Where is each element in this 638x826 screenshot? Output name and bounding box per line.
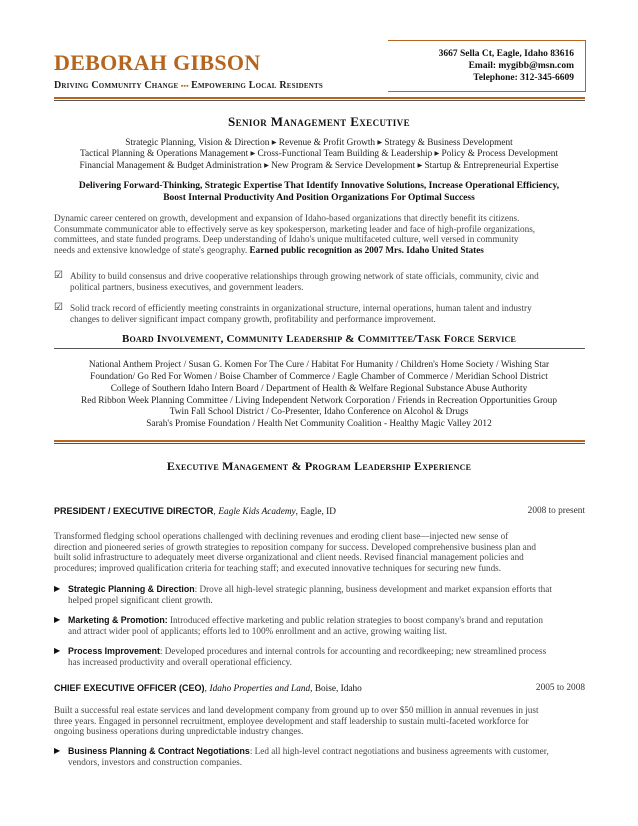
job-2-location: , Boise, Idaho <box>310 684 362 694</box>
job-1-bullet-2 <box>54 615 585 637</box>
profile-award: Earned public recognition as 2007 Mrs. Idaho United States <box>249 244 484 255</box>
job-2-title-line: CHIEF EXECUTIVE OFFICER (CEO), Idaho Properties and Land, Boise, Idaho <box>54 683 362 694</box>
check-item-1-line-2: political partners, business executives, and government leaders. <box>70 281 304 292</box>
job-2-title: CHIEF EXECUTIVE OFFICER (CEO) <box>54 683 205 693</box>
headline-line-1: Delivering Forward-Thinking, Strategic Expertise That Identify Innovative Solutions, Increase Operational Efficiency, <box>78 181 560 191</box>
job-1-summary-line-4: procedures; improved qualification criteria for teaching staff; and executed innovative techniques for securing new funds. <box>54 562 502 573</box>
job-1-location: , Eagle, ID <box>295 507 336 517</box>
job-1-bullet-3-label: Process Improvement <box>68 646 160 656</box>
job-1-bullet-1 <box>54 584 585 606</box>
profile-last: needs and extensive knowledge of state's geography. <box>54 244 248 255</box>
job-1-bullet-1-label: Strategic Planning & Direction <box>68 584 195 594</box>
job-2-summary-line-1: Built a successful real estate services and land development company from ground up to over $50 million in annual revenues in just <box>54 705 539 715</box>
job-1-summary-line-3: built solid infrastructure to adequately meet diverse organizational and client needs. Revised financial management policies and <box>54 552 524 562</box>
candidate-name: DEBORAH GIBSON <box>54 50 261 75</box>
contact-email[interactable]: Email: mygibb@msn.com <box>468 61 574 71</box>
arrow-bullet-icon: ▶ <box>54 584 61 593</box>
job-2-bullet-1-line-2: vendors, investors and construction companies. <box>68 756 243 767</box>
profile-line-1: Dynamic career centered on growth, development and expansion of Idaho-based organizations that directly benefit its citizens. <box>54 213 520 223</box>
board-line-1: National Anthem Project / Susan G. Komen For The Cure / Habitat For Humanity / Children's Home Society / Wishing Star <box>88 360 550 370</box>
header-divider <box>54 97 585 99</box>
contact-address: 3667 Sella Ct, Eagle, Idaho 83616 <box>438 49 574 59</box>
job-2-bullet-1 <box>54 746 585 768</box>
job-2-summary-line-2: three years. Engaged in personnel recruitment, employee development and staff leadership to sustain multi-faceted workforce for <box>54 715 529 726</box>
checkbox-icon: ☑ <box>54 270 63 281</box>
job-1-company: Eagle Kids Academy <box>218 507 296 517</box>
arrow-bullet-icon: ▶ <box>54 746 61 755</box>
profile-line-3: committees, and state funded programs. Deep understanding of Idaho's unique multifaceted culture, well versed in community <box>54 234 519 244</box>
job-1-title: PRESIDENT / EXECUTIVE DIRECTOR <box>54 506 214 516</box>
check-item-1-line-1: Ability to build consensus and drive cooperative relationships through growing network of state officials, community, civic and <box>70 271 539 281</box>
profile-line-2: Consummate communicator able to effectively serve as key spokesperson, marketing leader and face of high-profile organizations, <box>54 223 536 234</box>
job-2-summary <box>54 705 585 737</box>
board-line-2: Foundation/ Go Red For Women / Boise Chamber of Commerce / Eagle Chamber of Commerce / Meridian School District <box>90 372 548 382</box>
job-1-summary <box>54 531 585 573</box>
profile-line-4 <box>54 245 585 256</box>
job-1-summary-line-2: direction and pioneered series of growth strategies to reposition company for success. Developed comprehensive business plan and <box>54 541 536 552</box>
experience-divider-thin <box>54 443 585 444</box>
tagline-separator: ▪▪▪ <box>180 82 189 90</box>
job-2-summary-line-3: ongoing business operations during unpredictable industry changes. <box>54 726 304 736</box>
tagline-left: Driving Community Change <box>54 80 179 91</box>
checkbox-icon: ☑ <box>54 302 63 313</box>
check-item-2-line-2: changes to deliver significant impact company growth, profitability and performance improvement. <box>70 313 436 324</box>
job-1-bullet-3-line-1: : Developed procedures and internal controls for accounting and recordkeeping; new streamlined process <box>159 646 547 656</box>
keywords-line-3: Financial Management & Budget Administration ▸ New Program & Service Development ▸ Startup & Entrepreneurial Expertise <box>79 161 559 171</box>
headline-line-2: Boost Internal Productivity And Position Organizations For Optimal Success <box>163 193 475 203</box>
check-item-2-line-1: Solid track record of efficiently meeting constraints in organizational structure, internal operations, human talent and industry <box>70 303 532 313</box>
check-item-1 <box>54 271 585 293</box>
keywords-line-1: Strategic Planning, Vision & Direction ▸ Revenue & Profit Growth ▸ Strategy & Business Development <box>125 138 513 148</box>
arrow-bullet-icon: ▶ <box>54 615 61 624</box>
job-1-bullet-1-line-2: helped propel significant client growth. <box>68 594 213 605</box>
section-title-senior-management: Senior Management Executive <box>228 114 410 129</box>
check-item-2 <box>54 303 585 325</box>
contact-telephone: Telephone: 312-345-6609 <box>473 73 574 83</box>
profile-paragraph <box>54 213 585 255</box>
job-1-summary-line-1: Transformed fledging school operations challenged with declining revenues and eroding client base—injected new sense of <box>54 531 509 541</box>
job-1-bullet-3-line-2: has increased productivity and overall operational efficiency. <box>68 656 292 667</box>
job-1-title-line: PRESIDENT / EXECUTIVE DIRECTOR, Eagle Kids Academy, Eagle, ID <box>54 506 336 517</box>
job-2-dates: 2005 to 2008 <box>535 683 585 693</box>
arrow-bullet-icon: ▶ <box>54 646 61 655</box>
job-2-bullet-1-label: Business Planning & Contract Negotiations <box>68 746 250 756</box>
board-line-6: Sarah's Promise Foundation / Health Net Community Coalition - Healthy Magic Valley 2012 <box>146 419 492 429</box>
job-1-dates: 2008 to present <box>527 506 585 516</box>
experience-divider <box>54 440 585 442</box>
header-divider-thin <box>54 100 585 101</box>
job-2-company: Idaho Properties and Land <box>209 684 311 694</box>
board-line-4: Red Ribbon Week Planning Committee / Living Independent Network Corporation / Friends in Recreation Opportunities Group <box>81 396 557 406</box>
job-1-bullet-2-line-2: and attract wider pool of applicants; efforts led to 100% enrollment and an active, growing waiting list. <box>68 625 447 636</box>
board-heading: Board Involvement, Community Leadership & Committee/Task Force Service <box>121 333 517 345</box>
job-1-bullet-2-line-1: Introduced effective marketing and public relation strategies to boost company's brand and reputation <box>167 615 543 625</box>
board-heading-rule <box>54 348 585 349</box>
board-line-5: Twin Fall School District / Co-Presenter, Idaho Conference on Alcohol & Drugs <box>169 407 469 417</box>
job-1-bullet-2-label: Marketing & Promotion: <box>68 615 168 625</box>
board-line-3: College of Southern Idaho Intern Board / Department of Health & Welfare Regional Substance Abuse Authority <box>110 384 528 394</box>
experience-heading: Executive Management & Program Leadership Experience <box>166 459 472 473</box>
keywords-line-2: Tactical Planning & Operations Management ▸ Cross-Functional Team Building & Leadership ▸ Policy & Process Development <box>79 149 559 159</box>
job-2-bullet-1-line-1: : Led all high-level contract negotiations and business agreements with customer, <box>249 746 549 756</box>
tagline <box>54 80 323 91</box>
job-1-bullet-1-line-1: : Drove all high-level strategic planning, business development and market expansion efforts that <box>194 584 552 594</box>
job-1-bullet-3 <box>54 646 585 668</box>
tagline-right: Empowering Local Residents <box>191 80 324 91</box>
